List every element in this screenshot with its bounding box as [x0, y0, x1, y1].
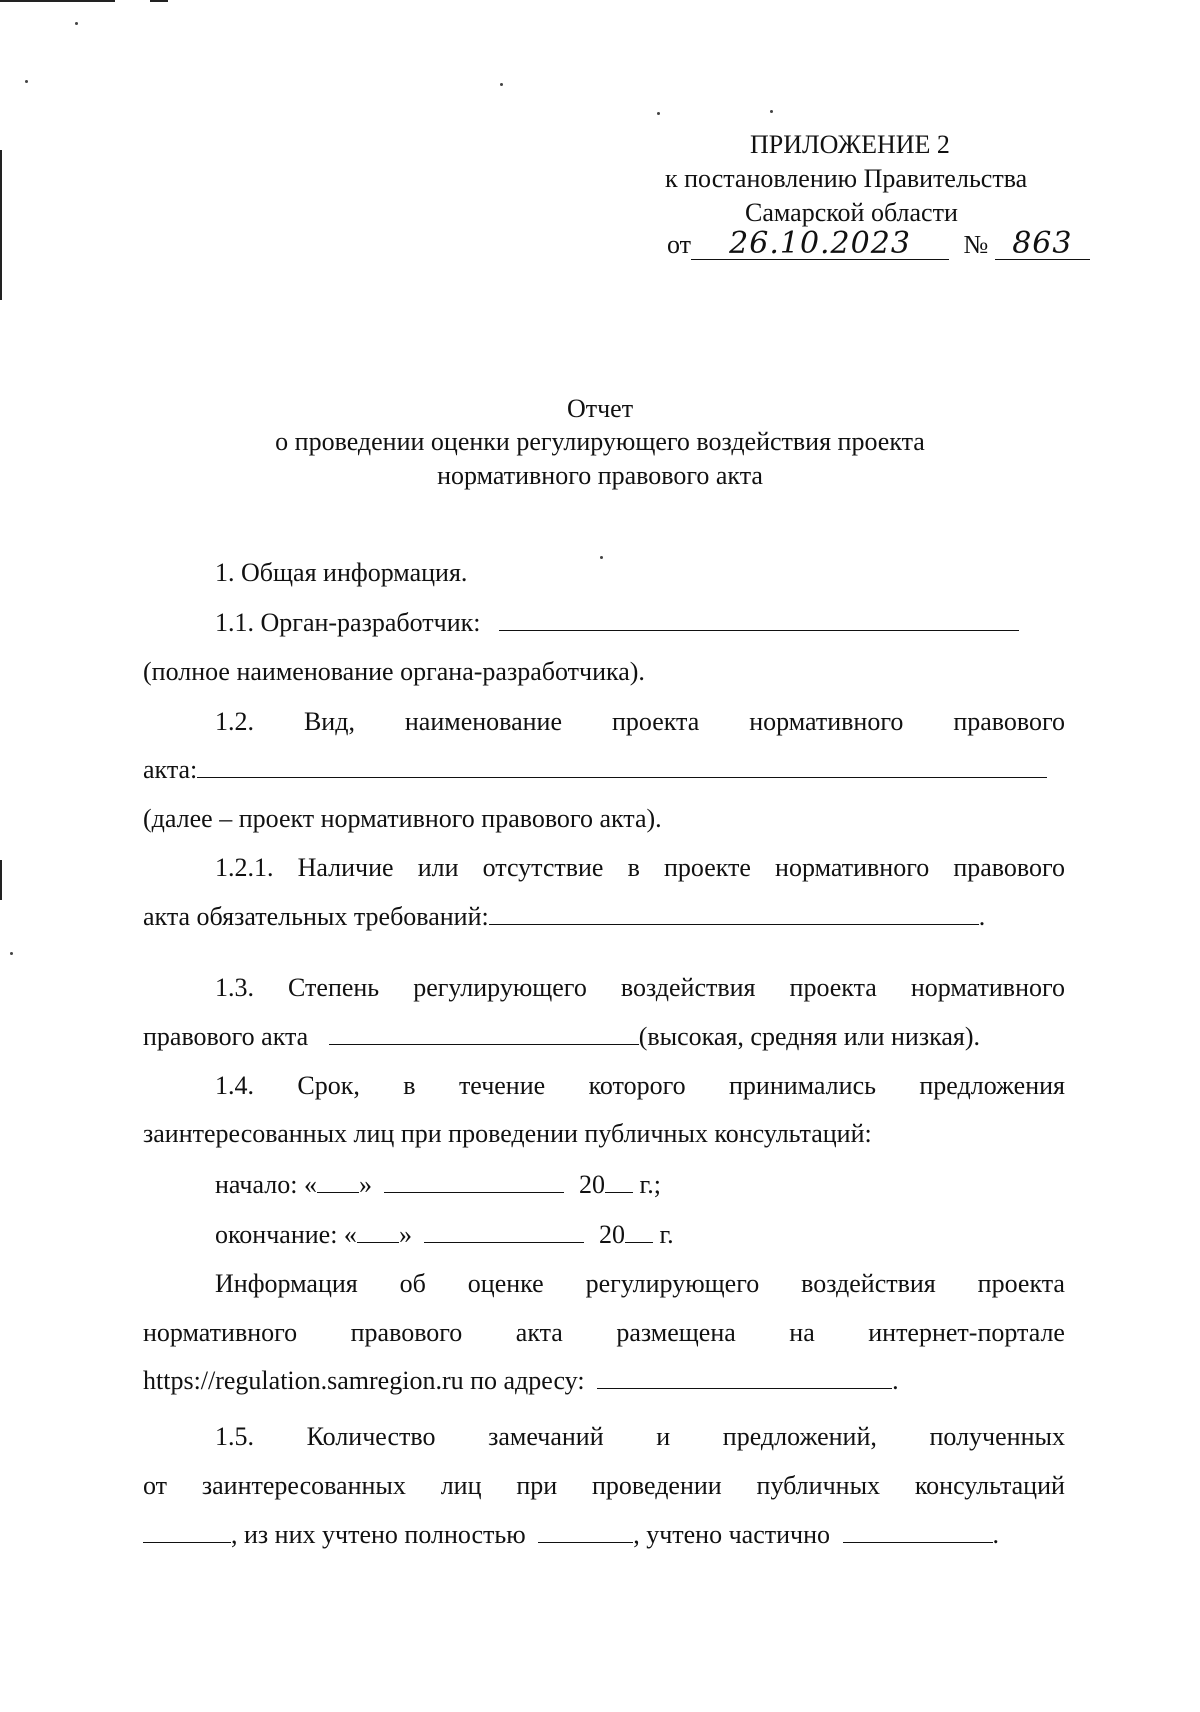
section-1-4-line-1 [215, 1069, 1065, 1103]
developer-body-field[interactable] [499, 606, 1019, 631]
year-prefix: 20 [598, 1220, 625, 1249]
word: 1.5. [215, 1422, 254, 1451]
word: об [399, 1269, 426, 1298]
scan-edge-top-2 [150, 0, 168, 2]
scan-speck [75, 22, 78, 25]
section-1-2-line-1 [215, 705, 1065, 739]
word: замечаний [488, 1422, 604, 1451]
start-suffix: г.; [632, 1170, 661, 1199]
portal-address-label: https://regulation.samregion.ru по адресу: [143, 1366, 585, 1395]
word: нормативного [749, 707, 904, 736]
word: лиц [440, 1471, 482, 1500]
comments-total-field[interactable] [143, 1518, 231, 1543]
word: которого [588, 1071, 686, 1100]
period: . [978, 902, 986, 931]
word: нормативного [143, 1318, 298, 1347]
scan-speck [10, 952, 13, 955]
word: акта [515, 1318, 563, 1347]
appendix-line-2: к постановлению Правительства [665, 164, 1028, 193]
word: от [143, 1471, 168, 1500]
word: заинтересованных [201, 1471, 406, 1500]
info-line-3 [143, 1364, 899, 1398]
section-1-2-1-label: акта обязательных требований: [143, 902, 489, 931]
section-1-2-tail: акта: [143, 755, 198, 784]
word: публичных [756, 1471, 881, 1500]
word: Срок, [297, 1071, 360, 1100]
end-date-line [215, 1218, 674, 1252]
report-subtitle-1: о проведении оценки регулирующего воздействия проекта [275, 427, 925, 456]
word: Вид, [303, 707, 355, 736]
section-1-2-line-2 [143, 753, 1047, 787]
fully-accounted-field[interactable] [538, 1518, 633, 1543]
start-day-field[interactable] [317, 1168, 359, 1193]
partially-accounted-field[interactable] [843, 1518, 993, 1543]
act-name-field[interactable] [197, 753, 1047, 778]
appendix-date-line [667, 228, 1090, 262]
appendix-title: ПРИЛОЖЕНИЕ 2 [750, 130, 950, 159]
portal-address-field[interactable] [597, 1364, 892, 1389]
quote-close: » [358, 1170, 372, 1199]
word: интернет-портале [868, 1318, 1065, 1347]
start-date-line [215, 1168, 661, 1202]
word: при [516, 1471, 558, 1500]
word: течение [458, 1071, 546, 1100]
handwritten-number: 863 [995, 229, 1090, 260]
section-1-5-line-2 [143, 1469, 1065, 1503]
word: проекта [977, 1269, 1065, 1298]
scan-speck [600, 556, 603, 559]
word: принимались [728, 1071, 876, 1100]
handwritten-date: 26.10.2023 [691, 229, 949, 260]
word: предложений, [722, 1422, 877, 1451]
start-label: начало: « [215, 1170, 317, 1199]
section-1-2-1-line-2 [143, 900, 985, 934]
start-month-field[interactable] [384, 1168, 564, 1193]
end-year-field[interactable] [625, 1218, 653, 1243]
scan-speck [657, 112, 660, 115]
word: Количество [306, 1422, 436, 1451]
word: консультаций [914, 1471, 1065, 1500]
word: в [403, 1071, 416, 1100]
section-1-3-line-1: 1.3. Степень регулирующего воздействия проекта нормативного [215, 973, 1065, 1002]
scan-edge-left-2 [0, 860, 2, 900]
word: 1.2. [215, 707, 254, 736]
word: на [789, 1318, 815, 1347]
word: Информация [215, 1269, 358, 1298]
section-1-1 [215, 606, 1019, 640]
section-1-2-note: (далее – проект нормативного правового акта). [143, 804, 662, 833]
end-month-field[interactable] [424, 1218, 584, 1243]
section-1-3-label: правового акта [143, 1022, 309, 1051]
word: правового [953, 707, 1065, 736]
section-1-5-line-3 [143, 1518, 999, 1552]
word: 1.4. [215, 1071, 254, 1100]
word: размещена [616, 1318, 736, 1347]
word: проведении [591, 1471, 722, 1500]
info-line-2 [143, 1316, 1065, 1350]
word: проекта [611, 707, 700, 736]
report-subtitle-2: нормативного правового акта [437, 461, 763, 490]
section-1-3-line-2 [143, 1020, 980, 1054]
number-sign: № [963, 230, 989, 259]
section-1-4-line-2: заинтересованных лиц при проведении публичных консультаций: [143, 1119, 872, 1148]
section-1-heading: 1. Общая информация. [215, 558, 468, 587]
scan-edge-top [0, 0, 115, 2]
mandatory-requirements-field[interactable] [489, 900, 979, 925]
word: и [656, 1422, 671, 1451]
scan-speck [500, 83, 503, 86]
word: воздействия [801, 1269, 936, 1298]
report-title: Отчет [566, 394, 634, 423]
scan-edge-left [0, 150, 2, 300]
fully-accounted-label: , из них учтено полностью [231, 1520, 526, 1549]
word: оценке [467, 1269, 544, 1298]
word: правового [350, 1318, 463, 1347]
impact-degree-field[interactable] [329, 1020, 639, 1045]
start-year-field[interactable] [605, 1168, 633, 1193]
word: регулирующего [585, 1269, 760, 1298]
word: полученных [929, 1422, 1065, 1451]
scan-speck [770, 110, 773, 113]
word: наименование [404, 707, 563, 736]
section-1-1-label: 1.1. Орган-разработчик: [215, 608, 481, 637]
end-day-field[interactable] [357, 1218, 399, 1243]
year-prefix: 20 [578, 1170, 605, 1199]
quote-close: » [398, 1220, 412, 1249]
section-1-5-line-1 [215, 1420, 1065, 1454]
date-prefix: от [667, 230, 692, 259]
info-line-1 [215, 1267, 1065, 1301]
end-suffix: г. [652, 1220, 674, 1249]
word: предложения [919, 1071, 1065, 1100]
period: . [992, 1520, 1000, 1549]
end-label: окончание: « [215, 1220, 357, 1249]
period: . [892, 1366, 899, 1395]
appendix-line-3: Самарской области [745, 198, 958, 227]
section-1-1-note: (полное наименование органа-разработчика). [143, 657, 645, 686]
scan-speck [25, 80, 28, 83]
partially-accounted-label: , учтено частично [633, 1520, 831, 1549]
section-1-2-1-line-1: 1.2.1. Наличие или отсутствие в проекте нормативного правового [215, 853, 1065, 882]
section-1-3-hint: (высокая, средняя или низкая). [638, 1022, 980, 1051]
